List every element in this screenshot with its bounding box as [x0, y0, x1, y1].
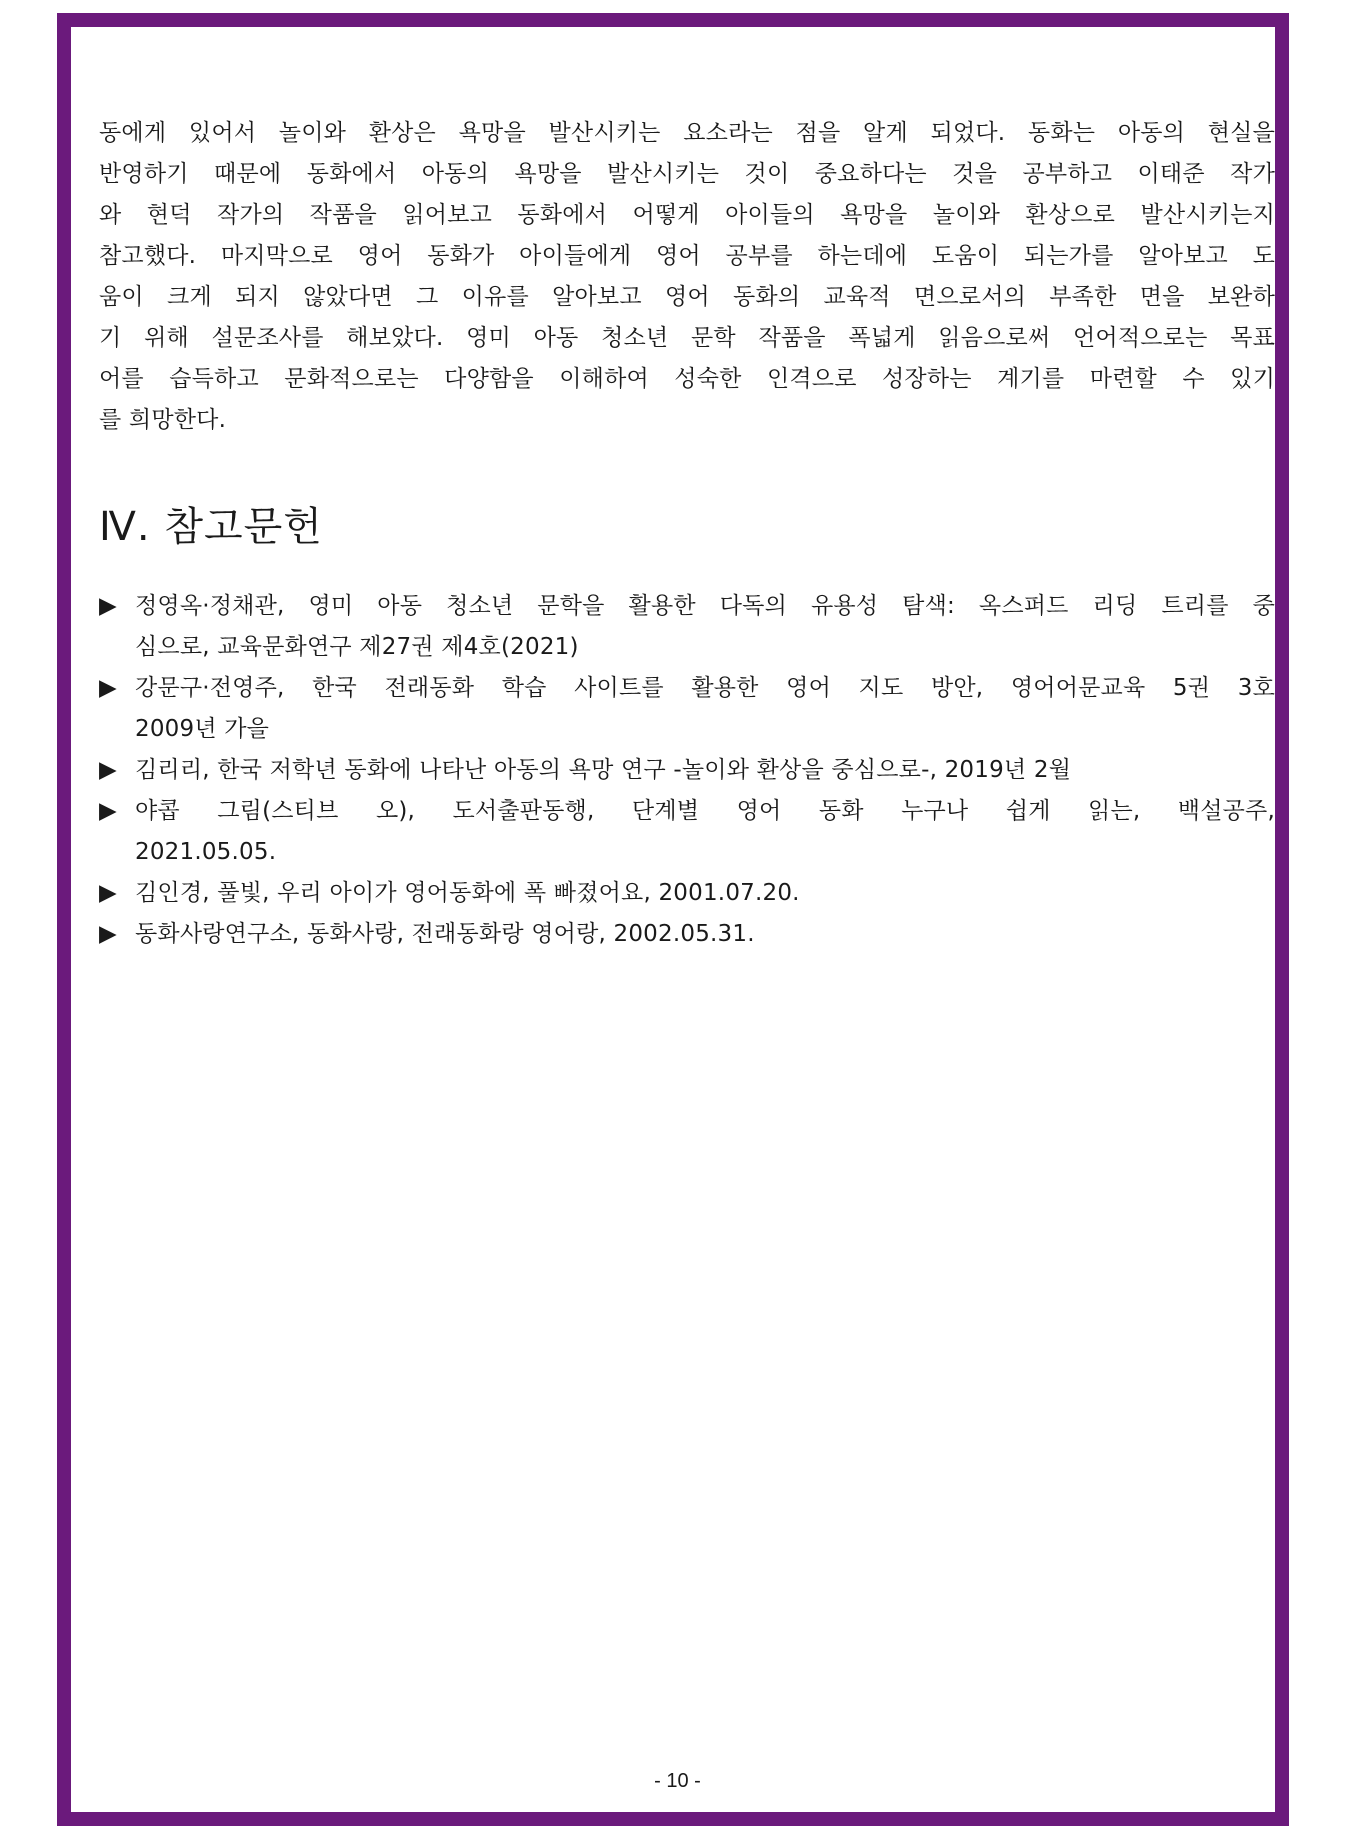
reference-line: 심으로, 교육문화연구 제27권 제4호(2021): [135, 634, 579, 661]
paragraph-line: 반영하기 때문에 동화에서 아동의 욕망을 발산시키는 것이 중요하다는 것을 공부하고 이태준 작가: [99, 161, 1275, 187]
reference-item: [99, 750, 1275, 791]
page-number: - 10 -: [654, 1770, 701, 1792]
paragraph-line: 기 위해 설문조사를 해보았다. 영미 아동 청소년 문학 작품을 폭넓게 읽음으로써 언어적으로는 목표: [99, 325, 1275, 351]
reference-line: 김리리, 한국 저학년 동화에 나타난 아동의 욕망 연구 -놀이와 환상을 중심으로-, 2019년 2월: [135, 757, 1072, 784]
reference-line: 2021.05.05.: [135, 839, 277, 866]
reference-line: 동화사랑연구소, 동화사랑, 전래동화랑 영어랑, 2002.05.31.: [135, 921, 755, 948]
triangle-bullet-icon: ▶: [99, 593, 117, 620]
reference-line: 김인경, 풀빛, 우리 아이가 영어동화에 폭 빠졌어요, 2001.07.20.: [135, 880, 800, 907]
paragraph-line: 어를 습득하고 문화적으로는 다양함을 이해하여 성숙한 인격으로 성장하는 계기를 마련할 수 있기: [99, 366, 1275, 392]
body-paragraph: [99, 113, 1275, 441]
triangle-bullet-icon: ▶: [99, 675, 117, 702]
paragraph-line: 참고했다. 마지막으로 영어 동화가 아이들에게 영어 공부를 하는데에 도움이 되는가를 알아보고 도: [99, 243, 1275, 269]
reference-item: [99, 586, 1275, 668]
paragraph-line: 움이 크게 되지 않았다면 그 이유를 알아보고 영어 동화의 교육적 면으로서의 부족한 면을 보완하: [99, 284, 1275, 310]
paragraph-line: 와 현덕 작가의 작품을 읽어보고 동화에서 어떻게 아이들의 욕망을 놀이와 환상으로 발산시키는지: [99, 202, 1275, 228]
triangle-bullet-icon: ▶: [99, 757, 117, 784]
reference-item: [99, 668, 1275, 750]
reference-item: [99, 873, 1275, 914]
reference-item: [99, 914, 1275, 955]
reference-line: 2009년 가을: [135, 716, 270, 743]
page-frame: [57, 13, 1289, 1826]
triangle-bullet-icon: ▶: [99, 921, 117, 948]
triangle-bullet-icon: ▶: [99, 880, 117, 907]
reference-line: 야콥 그림(스티브 오), 도서출판동행, 단계별 영어 동화 누구나 쉽게 읽는, 백설공주,: [135, 798, 1275, 825]
paragraph-line: 를 희망한다.: [99, 407, 227, 433]
section-title: Ⅳ. 참고문헌: [99, 504, 323, 550]
page-content: [99, 113, 1275, 955]
reference-item: [99, 791, 1275, 873]
reference-line: 정영옥·정채관, 영미 아동 청소년 문학을 활용한 다독의 유용성 탐색: 옥스퍼드 리딩 트리를 중: [135, 593, 1275, 620]
reference-line: 강문구·전영주, 한국 전래동화 학습 사이트를 활용한 영어 지도 방안, 영어어문교육 5권 3호: [135, 675, 1275, 702]
paragraph-line: 동에게 있어서 놀이와 환상은 욕망을 발산시키는 요소라는 점을 알게 되었다. 동화는 아동의 현실을: [99, 120, 1275, 146]
reference-list: [99, 586, 1275, 955]
triangle-bullet-icon: ▶: [99, 798, 117, 825]
